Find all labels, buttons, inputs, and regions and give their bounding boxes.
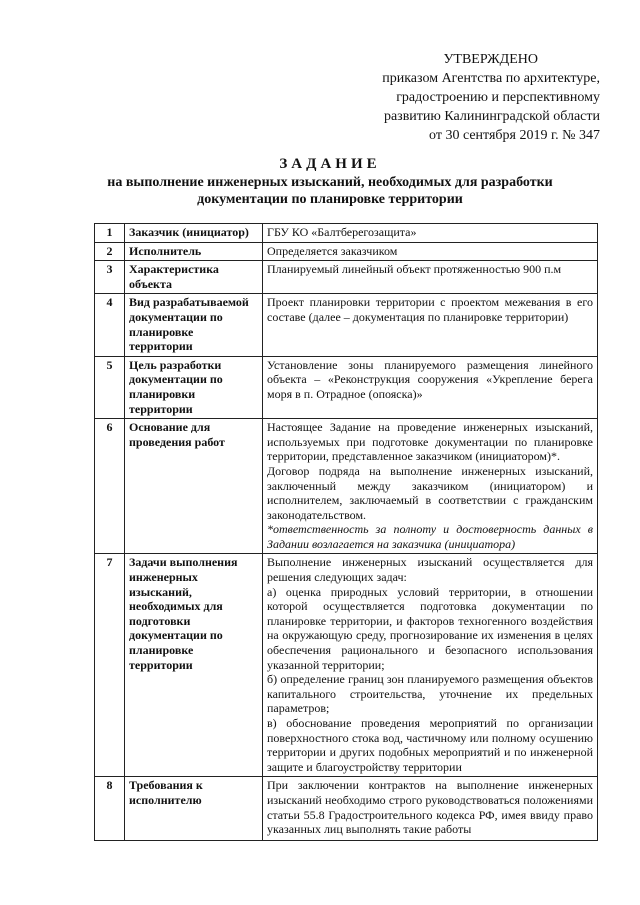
row-paragraph: в) обоснование проведения мероприятий по организации поверхностного стока вод, частичному или полному осушению территории и других подобных мероприятий и по инженерной защите и благоустройству территории	[267, 716, 593, 774]
table-row	[95, 242, 598, 261]
row-value: Планируемый линейный объект протяженностью 900 п.м	[263, 261, 598, 294]
row-number: 5	[95, 356, 125, 418]
row-value	[263, 554, 598, 777]
row-paragraph: Настоящее Задание на проведение инженерных изысканий, используемых при подготовке документации по планировке территории, представленное заказчиком (инициатором)*.	[267, 420, 593, 464]
approval-line: развитию Калининградской области	[383, 109, 600, 124]
row-label: Вид разрабатываемой документации по планировке территории	[125, 294, 263, 356]
row-label: Основание для проведения работ	[125, 419, 263, 554]
row-label: Характеристика объекта	[125, 261, 263, 294]
approval-line: приказом Агентства по архитектуре,	[382, 71, 600, 86]
table-row	[95, 777, 598, 841]
row-label: Цель разработки документации по планировки территории	[125, 356, 263, 418]
row-value: Проект планировки территории с проектом межевания в его составе (далее – документация по планировке территории)	[263, 294, 598, 356]
row-paragraph: Договор подряда на выполнение инженерных изысканий, заключенный между заказчиком (инициатором) и исполнителем, заключаемый в соответствии с гражданским законодательством.	[267, 463, 593, 522]
document-title: ЗАДАНИЕ	[279, 156, 381, 172]
row-paragraph: б) определение границ зон планируемого размещения объектов капитального строительства, уточнение их предельных параметров;	[267, 672, 593, 716]
table-row	[95, 356, 598, 418]
row-paragraph: а) оценка природных условий территории, в отношении которой осуществляется подготовка документации по планировке территории, и факторов техногенного воздействия на окружающую среду, прогнозирование их изменения в целях обеспечения рационального и безопасного использования указанной территории;	[267, 584, 593, 672]
row-value: Установление зоны планируемого размещения линейного объекта – «Реконструкция сооружения «Укрепление берега моря в п. Отрадное (опояска)»	[263, 356, 598, 418]
table-row	[95, 224, 598, 243]
row-label: Задачи выполнения инженерных изысканий, необходимых для подготовки документации по планировке территории	[125, 554, 263, 777]
row-number: 3	[95, 261, 125, 294]
row-value: При заключении контрактов на выполнение инженерных изысканий необходимо строго руководствоваться положениями статьи 55.8 Градостроительного кодекса РФ, имея ввиду право указанных лиц выполнять такие работы	[263, 777, 598, 841]
row-number: 1	[95, 224, 125, 243]
approval-title: УТВЕРЖДЕНО	[443, 52, 538, 67]
approval-line: градостроению и перспективному	[396, 90, 600, 105]
row-value: ГБУ КО «Балтберегозащита»	[263, 224, 598, 243]
row-number: 8	[95, 777, 125, 841]
row-number: 7	[95, 554, 125, 777]
document-subtitle-line: документации по планировке территории	[197, 192, 463, 207]
approval-date: от 30 сентября 2019 г. № 347	[429, 128, 600, 143]
document-title-block	[60, 155, 600, 208]
row-paragraph: Выполнение инженерных изысканий осуществляется для решения следующих задач:	[267, 555, 593, 585]
row-label: Заказчик (инициатор)	[125, 224, 263, 243]
table-row	[95, 419, 598, 554]
table-row	[95, 294, 598, 356]
row-label: Требования к исполнителю	[125, 777, 263, 841]
row-footnote: *ответственность за полноту и достоверность данных в Задании возлагается на заказчика (инициатора)	[267, 522, 593, 551]
approval-stamp	[382, 50, 600, 145]
row-value	[263, 419, 598, 554]
table-row	[95, 554, 598, 777]
document-subtitle-line: на выполнение инженерных изысканий, необходимых для разработки	[107, 175, 553, 190]
table-row	[95, 261, 598, 294]
row-label: Исполнитель	[125, 242, 263, 261]
row-number: 2	[95, 242, 125, 261]
row-number: 6	[95, 419, 125, 554]
row-value: Определяется заказчиком	[263, 242, 598, 261]
row-number: 4	[95, 294, 125, 356]
task-table	[94, 223, 598, 841]
